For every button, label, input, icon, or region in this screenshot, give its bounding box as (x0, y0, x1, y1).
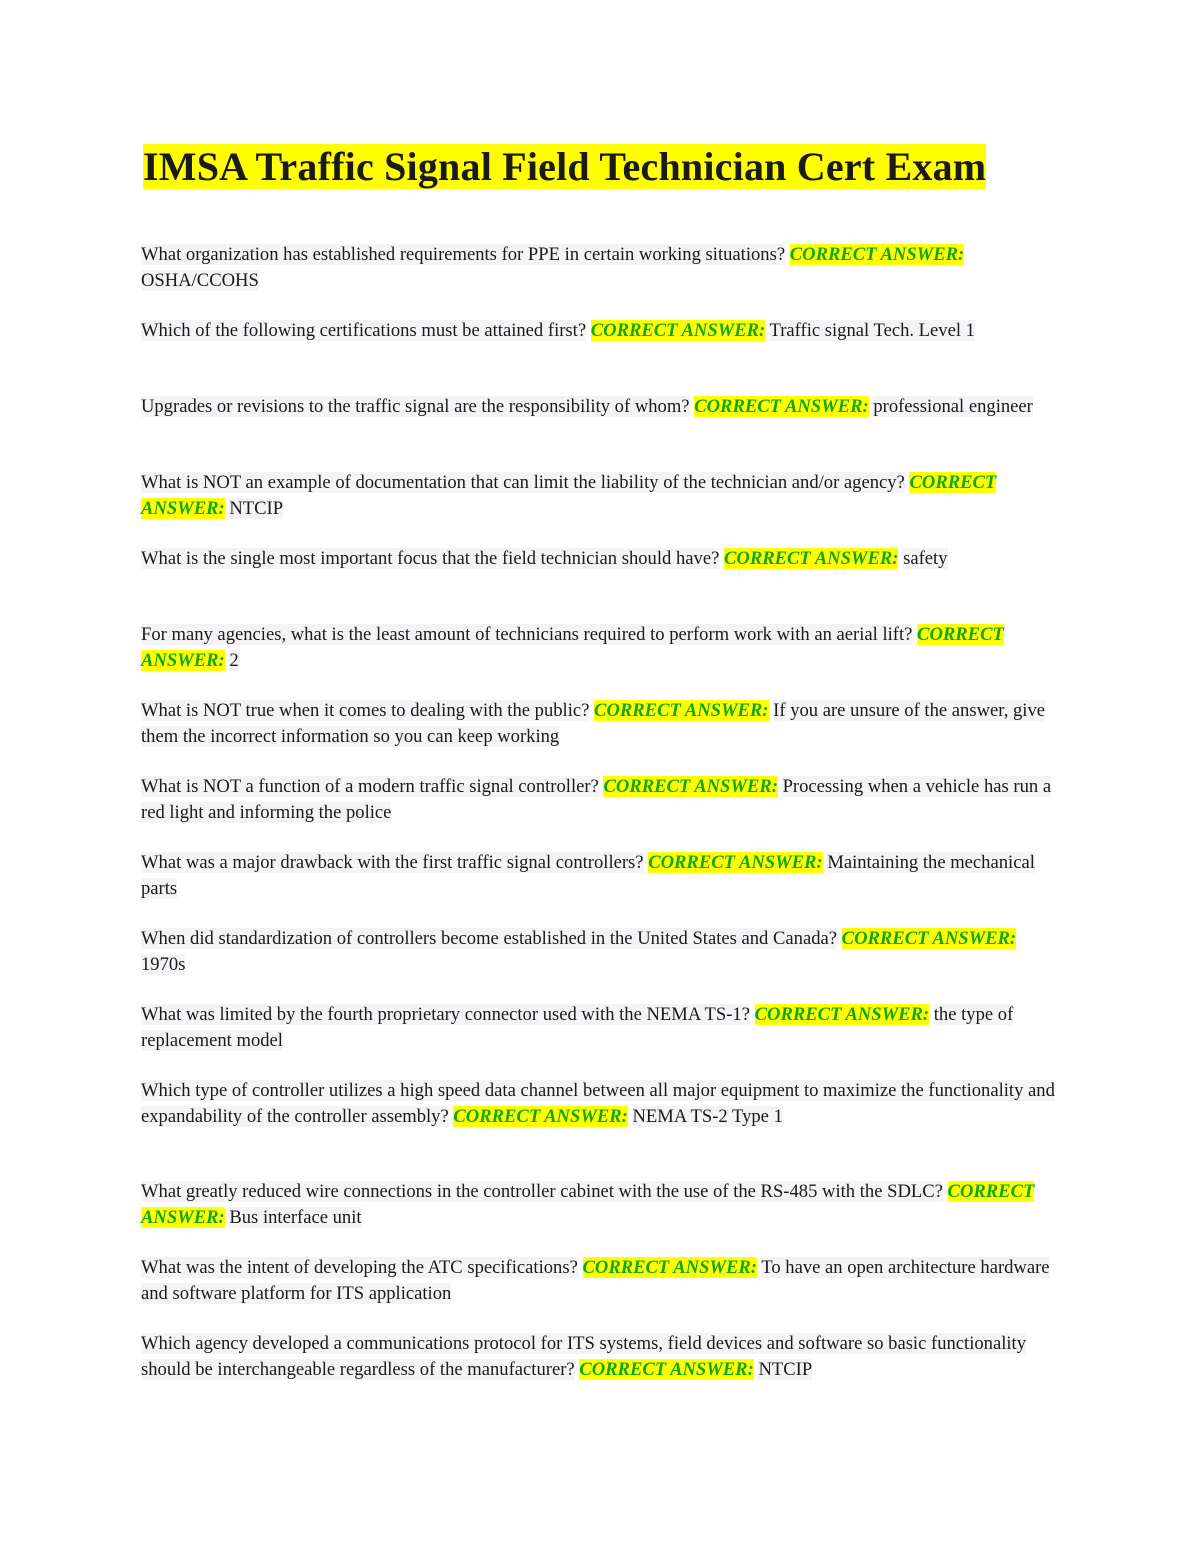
qa-item (141, 1002, 1061, 1078)
qa-item (141, 1078, 1061, 1179)
qa-item (141, 318, 1061, 394)
correct-answer-label: CORRECT ANSWER: (141, 624, 1004, 671)
question-text: What was a major drawback with the first traffic signal controllers? (141, 852, 644, 873)
correct-answer-label: CORRECT ANSWER: (453, 1106, 628, 1127)
qa-item (141, 242, 1061, 318)
correct-answer-label: CORRECT ANSWER: (841, 928, 1017, 949)
question-text: What is NOT an example of documentation that can limit the liability of the technician and/or agency? (141, 472, 905, 493)
question-text: What is NOT true when it comes to dealing with the public? (141, 700, 590, 721)
correct-answer-label: CORRECT ANSWER: (141, 472, 997, 519)
correct-answer-label: CORRECT ANSWER: (723, 548, 899, 569)
correct-answer-label: CORRECT ANSWER: (594, 700, 769, 721)
correct-answer-label: CORRECT ANSWER: (590, 320, 766, 341)
correct-answer-label: CORRECT ANSWER: (579, 1359, 754, 1380)
answer-text: Maintaining the mechanical parts (141, 852, 1035, 899)
qa-item (141, 926, 1061, 1002)
qa-item (141, 1255, 1061, 1331)
question-text: What organization has established requirements for PPE in certain working situations? (141, 244, 786, 265)
answer-text: NEMA TS-2 Type 1 (632, 1106, 783, 1127)
answer-text: 1970s (141, 954, 186, 975)
qa-item (141, 546, 1061, 622)
qa-item (141, 622, 1061, 698)
question-text: Upgrades or revisions to the traffic signal are the responsibility of whom? (141, 396, 690, 417)
qa-item (141, 394, 1061, 470)
question-text: Which of the following certifications must be attained first? (141, 320, 587, 341)
answer-text: To have an open architecture hardware and software platform for ITS application (141, 1257, 1050, 1304)
question-text: Which type of controller utilizes a high speed data channel between all major equipment to maximize the functionality and expandability of the controller assembly? (141, 1080, 1055, 1127)
document-title: IMSA Traffic Signal Field Technician Cert Exam (143, 144, 987, 189)
correct-answer-label: CORRECT ANSWER: (141, 1181, 1035, 1228)
question-text: What was limited by the fourth proprietary connector used with the NEMA TS-1? (141, 1004, 750, 1025)
question-text: Which agency developed a communications protocol for ITS systems, field devices and software so basic functionality should be interchangeable regardless of the manufacturer? (141, 1333, 1027, 1380)
answer-text: Bus interface unit (229, 1207, 362, 1228)
question-text: When did standardization of controllers become established in the United States and Canada? (141, 928, 838, 949)
qa-item (141, 698, 1061, 774)
correct-answer-label: CORRECT ANSWER: (754, 1004, 930, 1025)
answer-text: NTCIP (758, 1359, 813, 1380)
title-block (143, 140, 1063, 194)
answer-text: If you are unsure of the answer, give them the incorrect information so you can keep working (141, 700, 1046, 747)
qa-item (141, 774, 1061, 850)
correct-answer-label: CORRECT ANSWER: (603, 776, 778, 797)
qa-item (141, 850, 1061, 926)
question-text: What is the single most important focus that the field technician should have? (141, 548, 720, 569)
answer-text: the type of replacement model (141, 1004, 1014, 1051)
answer-text: NTCIP (229, 498, 284, 519)
qa-item (141, 470, 1061, 546)
question-text: What was the intent of developing the ATC specifications? (141, 1257, 578, 1278)
correct-answer-label: CORRECT ANSWER: (648, 852, 823, 873)
answer-text: safety (903, 548, 948, 569)
question-text: For many agencies, what is the least amount of technicians required to perform work with an aerial lift? (141, 624, 913, 645)
qa-item (141, 1331, 1061, 1407)
question-text: What greatly reduced wire connections in the controller cabinet with the use of the RS-485 with the SDLC? (141, 1181, 943, 1202)
correct-answer-label: CORRECT ANSWER: (582, 1257, 757, 1278)
correct-answer-label: CORRECT ANSWER: (789, 244, 965, 265)
qa-list (141, 242, 1061, 1407)
answer-text: professional engineer (873, 396, 1033, 417)
answer-text: OSHA/CCOHS (141, 270, 259, 291)
correct-answer-label: CORRECT ANSWER: (694, 396, 869, 417)
answer-text: 2 (229, 650, 239, 671)
qa-item (141, 1179, 1061, 1255)
answer-text: Processing when a vehicle has run a red light and informing the police (141, 776, 1052, 823)
answer-text: Traffic signal Tech. Level 1 (769, 320, 975, 341)
question-text: What is NOT a function of a modern traffic signal controller? (141, 776, 599, 797)
